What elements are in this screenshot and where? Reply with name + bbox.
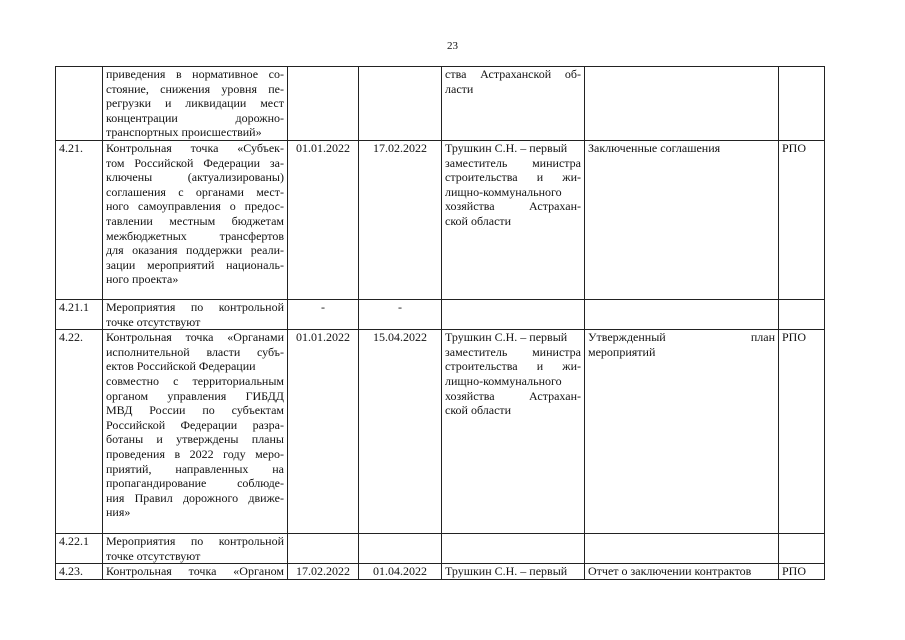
- row-level: РПО: [779, 330, 825, 534]
- row-number: 4.21.1: [56, 299, 103, 329]
- row-level: [779, 67, 825, 141]
- table-row: [56, 140, 825, 299]
- row-description: приведения в нормативное со- стояние, снижения уровня пе- регрузки и ликвидации мест концентрации дорожно- транспортных происшествий»: [103, 67, 288, 141]
- row-start-date: [288, 67, 359, 141]
- row-responsible: [442, 299, 585, 329]
- table-row: [56, 534, 825, 564]
- row-end-date: [359, 67, 442, 141]
- row-end-date: 15.04.2022: [359, 330, 442, 534]
- row-number: 4.22.: [56, 330, 103, 534]
- row-level: РПО: [779, 140, 825, 299]
- row-description: Мероприятия по контрольной точке отсутствуют: [103, 534, 288, 564]
- row-level: РПО: [779, 564, 825, 580]
- row-number: 4.23.: [56, 564, 103, 580]
- row-end-date: -: [359, 299, 442, 329]
- row-description: Контрольная точка «Органами исполнительной власти субъ- ектов Российской Федерации совместно с территориальным органом управления ГИБДД МВД России по субъектам Российской Федерации разра- ботаны и утверждены планы проведения в 2022 году меро- приятий, направленных на пропагандирование соблюде- ния Правил дорожного движе- ния»: [103, 330, 288, 534]
- row-responsible: Трушкин С.Н. – первый: [442, 564, 585, 580]
- row-responsible: [442, 534, 585, 564]
- row-result: Отчет о заключении контрактов: [585, 564, 779, 580]
- row-number: 4.21.: [56, 140, 103, 299]
- row-start-date: [288, 534, 359, 564]
- row-description: Мероприятия по контрольной точке отсутствуют: [103, 299, 288, 329]
- row-description: Контрольная точка «Органом: [103, 564, 288, 580]
- row-start-date: -: [288, 299, 359, 329]
- schedule-table: [55, 66, 825, 580]
- row-end-date: 01.04.2022: [359, 564, 442, 580]
- row-result: [585, 299, 779, 329]
- table-row: [56, 330, 825, 534]
- row-responsible: Трушкин С.Н. – первый заместитель министра строительства и жи- лищно-коммунального хозяйства Астрахан- ской области: [442, 330, 585, 534]
- row-result: [585, 67, 779, 141]
- table-row: [56, 564, 825, 580]
- page-number: 23: [447, 40, 458, 52]
- row-result: Утвержденный план мероприятий: [585, 330, 779, 534]
- row-end-date: 17.02.2022: [359, 140, 442, 299]
- row-result: Заключенные соглашения: [585, 140, 779, 299]
- table-row: [56, 299, 825, 329]
- row-description: Контрольная точка «Субъек- том Российской Федерации за- ключены (актуализированы) соглашения с органами мест- ного самоуправления о предос- тавлении местным бюджетам межбюджетных трансфертов для оказания поддержки реали- зации мероприятий националь- ного проекта»: [103, 140, 288, 299]
- row-level: [779, 299, 825, 329]
- row-start-date: 17.02.2022: [288, 564, 359, 580]
- table-row: [56, 67, 825, 141]
- row-result: [585, 534, 779, 564]
- row-number: 4.22.1: [56, 534, 103, 564]
- row-start-date: 01.01.2022: [288, 330, 359, 534]
- row-end-date: [359, 534, 442, 564]
- row-number: [56, 67, 103, 141]
- row-responsible: Трушкин С.Н. – первый заместитель министра строительства и жи- лищно-коммунального хозяйства Астрахан- ской области: [442, 140, 585, 299]
- row-level: [779, 534, 825, 564]
- row-start-date: 01.01.2022: [288, 140, 359, 299]
- row-responsible: ства Астраханской об- ласти: [442, 67, 585, 141]
